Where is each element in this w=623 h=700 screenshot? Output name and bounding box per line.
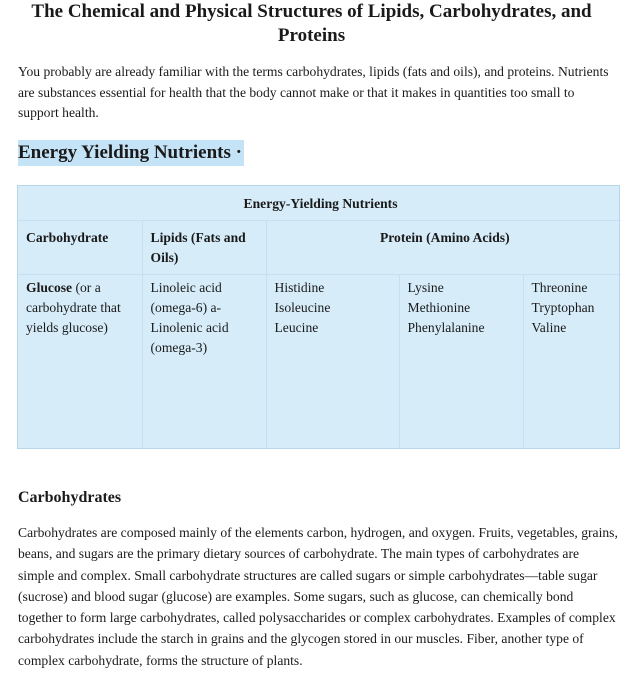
amino-acid: Phenylalanine [407,319,485,335]
page-title: The Chemical and Physical Structures of Lipids, Carbohydrates, and Proteins [31,1,592,46]
amino-acid: Leucine [274,319,319,335]
table-caption: Energy-Yielding Nutrients [18,186,621,220]
amino-acid: Histidine [274,279,325,295]
cell-carbohydrate-bold: Glucose [26,279,73,295]
amino-acid: Tryptophan [531,299,595,315]
nutrients-table [17,185,620,449]
amino-acid: Isoleucine [274,299,331,315]
intro-paragraph: You probably are already familiar with the terms carbohydrates, lipids (fats and oils), and proteins. Nutrients are substances essential for health that the body cannot make or that it makes in quantities too small to support health. [18,64,609,120]
carbohydrates-heading: Carbohydrates [18,489,122,506]
amino-acid: Methionine [407,299,471,315]
cell-protein-2 [399,274,523,448]
header-lipids: Lipids (Fats and Oils) [142,220,266,274]
cell-carbohydrate [18,274,142,448]
cell-protein-3 [523,274,621,448]
section-heading-text: Energy Yielding Nutrients [18,142,231,163]
carbohydrates-paragraph: Carbohydrates are composed mainly of the elements carbon, hydrogen, and oxygen. Fruits, vegetables, grains, beans, and sugars are the primary dietary sources of carbohydrate. The main types of carbohydrates are simple and complex. Small carbohydrate structures are called sugars or simple carbohydrates—table sugar (sucrose) and blood sugar (glucose) are examples. Some sugars, such as glucose, can chemically bond together to form large carbohydrates, called polysaccharides or complex carbohydrates. Examples of complex carbohydrates include the starch in grains and the glycogen stored in our muscles. Fiber, another type of complex carbohydrate, forms the structure of plants. [18,525,618,668]
amino-acid: Valine [531,319,567,335]
cell-lipids: Linoleic acid (omega-6) a-Linolenic acid (omega-3) [142,274,266,448]
header-carbohydrate: Carbohydrate [18,220,142,274]
section-heading-mark: · [235,142,242,163]
amino-acid: Lysine [407,279,444,295]
cell-carbohydrate-rest: (or a carbohydrate that yields glucose) [26,279,121,335]
section-heading [18,140,244,166]
header-protein: Protein (Amino Acids) [266,220,621,274]
amino-acid: Threonine [531,279,588,295]
cell-protein-1 [266,274,399,448]
